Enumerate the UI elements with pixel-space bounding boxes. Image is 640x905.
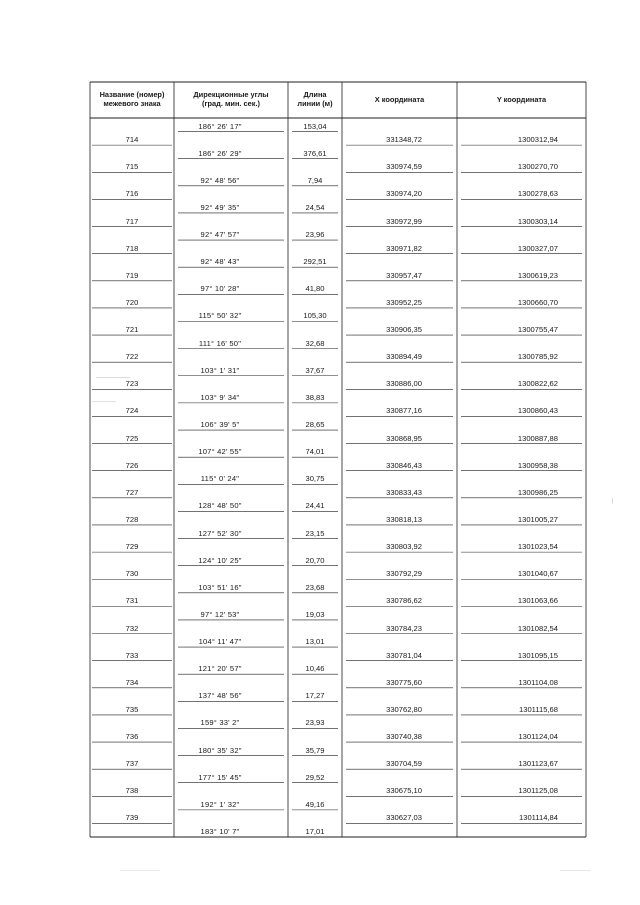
line-length: 29,52: [305, 772, 325, 782]
directional-angle: 186° 26' 17": [198, 121, 242, 131]
line-length: 37,67: [305, 365, 325, 375]
y-coordinate: 1300755,47: [517, 325, 558, 335]
boundary-point-name: 732: [125, 623, 139, 633]
x-coordinate: 330675,10: [386, 786, 422, 796]
line-length: 292,51: [303, 257, 327, 267]
boundary-point-name: 738: [125, 786, 139, 796]
x-coordinate: 330868,95: [386, 433, 422, 443]
x-coordinate: 330846,43: [386, 460, 422, 470]
line-length: 376,61: [303, 148, 327, 158]
boundary-point-name: 730: [125, 569, 139, 579]
x-coordinate: 330627,03: [386, 813, 422, 823]
directional-angle: 177° 15' 45": [198, 772, 242, 782]
x-coordinate: 330957,47: [386, 270, 422, 280]
x-coordinate: 330833,43: [386, 487, 422, 497]
y-coordinate: 1300785,92: [517, 352, 558, 362]
header-x-coordinate: X координата: [374, 94, 425, 104]
line-length: 19,03: [305, 609, 325, 619]
x-coordinate: 330775,60: [386, 677, 422, 687]
line-length: 17,27: [305, 691, 325, 701]
directional-angle: 92° 48' 56": [200, 175, 240, 185]
directional-angle: 97° 12' 53": [200, 609, 240, 619]
line-length: 105,30: [303, 311, 327, 321]
x-coordinate: 330784,23: [386, 623, 422, 633]
x-coordinate: 330972,99: [386, 216, 422, 226]
directional-angle: 103° 51' 16": [198, 582, 242, 592]
boundary-point-name: 728: [125, 514, 139, 524]
directional-angle: 186° 26' 29": [198, 148, 242, 158]
y-coordinate: 1300986,25: [517, 487, 558, 497]
boundary-point-name: 735: [125, 704, 139, 714]
scan-speck: [612, 498, 613, 504]
x-coordinate: 330974,59: [386, 162, 422, 172]
line-length: 23,68: [305, 582, 325, 592]
y-coordinate: 1301082,54: [517, 623, 558, 633]
x-coordinate: 331348,72: [386, 135, 422, 145]
header-directional-angles: Дирекционные углы (град. мин. сек.): [193, 90, 269, 108]
x-coordinate: 330803,92: [386, 542, 422, 552]
directional-angle: 97° 10' 28": [200, 284, 240, 294]
boundary-point-name: 717: [125, 216, 139, 226]
header-y-coordinate: Y координата: [496, 94, 547, 104]
directional-angle: 107° 42' 55": [198, 447, 242, 457]
boundary-point-name: 736: [125, 732, 139, 742]
boundary-point-name: 718: [125, 243, 139, 253]
line-length: 30,75: [305, 474, 325, 484]
boundary-point-name: 714: [125, 135, 139, 145]
boundary-point-name: 721: [125, 325, 139, 335]
x-coordinate: 330704,59: [386, 759, 422, 769]
y-coordinate: 1301005,27: [517, 514, 558, 524]
directional-angle: 124° 10' 25": [198, 555, 242, 565]
boundary-point-name: 724: [125, 406, 139, 416]
y-coordinate: 1301104,08: [518, 677, 558, 687]
x-coordinate: 330877,16: [386, 406, 422, 416]
x-coordinate: 330894,49: [386, 352, 422, 362]
directional-angle: 128° 48' 50": [198, 501, 242, 511]
y-coordinate: 1300270,70: [517, 162, 558, 172]
directional-angle: 115° 0' 24": [200, 474, 240, 484]
y-coordinate: 1301125,08: [518, 786, 558, 796]
line-length: 153,04: [303, 121, 327, 131]
boundary-point-name: 719: [125, 270, 139, 280]
x-coordinate: 330952,25: [386, 297, 422, 307]
boundary-point-name: 731: [125, 596, 139, 606]
line-length: 24,54: [305, 202, 325, 212]
scan-speck: [96, 377, 130, 378]
line-length: 24,41: [305, 501, 325, 511]
directional-angle: 192° 1' 32": [200, 799, 240, 809]
y-coordinate: 1301023,54: [517, 542, 558, 552]
line-length: 41,80: [305, 284, 325, 294]
directional-angle: 180° 35' 32": [198, 745, 242, 755]
line-length: 28,65: [305, 420, 325, 430]
x-coordinate: 330792,29: [386, 569, 422, 579]
scan-speck: [560, 870, 590, 871]
y-coordinate: 1301040,67: [517, 569, 558, 579]
line-length: 32,68: [305, 338, 325, 348]
boundary-point-name: 720: [125, 297, 139, 307]
scan-speck: [120, 870, 160, 871]
y-coordinate: 1300887,88: [517, 433, 558, 443]
boundary-point-name: 729: [125, 542, 139, 552]
line-length: 23,15: [305, 528, 325, 538]
x-coordinate: 330818,13: [386, 514, 422, 524]
boundary-point-name: 726: [125, 460, 139, 470]
directional-angle: 92° 47' 57": [200, 230, 240, 240]
line-length: 13,01: [305, 637, 325, 647]
y-coordinate: 1300312,94: [517, 135, 558, 145]
boundary-point-name: 739: [125, 813, 139, 823]
line-length: 17,01: [305, 827, 325, 836]
y-coordinate: 1300958,38: [517, 460, 558, 470]
scan-speck: [92, 401, 116, 402]
line-length: 23,93: [305, 718, 325, 728]
x-coordinate: 330971,82: [386, 243, 422, 253]
header-point-name: Название (номер) межевого знака: [99, 90, 165, 108]
y-coordinate: 1300822,62: [517, 379, 558, 389]
directional-angle: 137° 48' 56": [198, 691, 242, 701]
directional-angle: 103° 1' 31": [200, 365, 240, 375]
directional-angle: 183° 10' 7": [200, 827, 240, 836]
line-length: 49,16: [305, 799, 325, 809]
y-coordinate: 1301124,04: [518, 732, 558, 742]
y-coordinate: 1300860,43: [517, 406, 558, 416]
boundary-point-name: 715: [125, 162, 139, 172]
coordinates-table: [90, 82, 586, 837]
directional-angle: 103° 9' 34": [200, 392, 240, 402]
directional-angle: 115° 50' 32": [198, 311, 242, 321]
directional-angle: 106° 39' 5": [200, 420, 240, 430]
y-coordinate: 1300619,23: [517, 270, 558, 280]
y-coordinate: 1300278,63: [517, 189, 558, 199]
line-length: 23,96: [305, 230, 325, 240]
x-coordinate: 330886,00: [386, 379, 422, 389]
directional-angle: 92° 49' 35": [200, 202, 240, 212]
y-coordinate: 1301095,15: [517, 650, 558, 660]
y-coordinate: 1301063,66: [517, 596, 558, 606]
boundary-point-name: 723: [125, 379, 139, 389]
directional-angle: 159° 33' 2": [200, 718, 240, 728]
boundary-point-name: 727: [125, 487, 139, 497]
x-coordinate: 330786,62: [386, 596, 422, 606]
directional-angle: 111° 16' 50": [198, 338, 242, 348]
line-length: 20,70: [305, 555, 325, 565]
y-coordinate: 1301114,84: [519, 813, 558, 823]
boundary-point-name: 722: [125, 352, 139, 362]
x-coordinate: 330762,80: [386, 704, 422, 714]
y-coordinate: 1300327,07: [517, 243, 558, 253]
y-coordinate: 1301115,68: [519, 704, 558, 714]
x-coordinate: 330740,38: [386, 732, 422, 742]
line-length: 74,01: [305, 447, 325, 457]
y-coordinate: 1300660,70: [517, 297, 558, 307]
header-line-length: Длина линии (м): [297, 90, 333, 108]
x-coordinate: 330906,35: [386, 325, 422, 335]
boundary-point-name: 733: [125, 650, 139, 660]
y-coordinate: 1300303,14: [517, 216, 558, 226]
directional-angle: 104° 11' 47": [198, 637, 242, 647]
x-coordinate: 330781,04: [386, 650, 422, 660]
y-coordinate: 1301123,67: [518, 759, 558, 769]
line-length: 38,83: [305, 392, 325, 402]
boundary-point-name: 737: [125, 759, 139, 769]
directional-angle: 127° 52' 30": [198, 528, 242, 538]
directional-angle: 92° 48' 43": [200, 257, 240, 267]
line-length: 7,94: [307, 175, 323, 185]
line-length: 10,46: [305, 664, 325, 674]
line-length: 35,79: [305, 745, 325, 755]
boundary-point-name: 725: [125, 433, 139, 443]
x-coordinate: 330974,20: [386, 189, 422, 199]
boundary-point-name: 716: [125, 189, 139, 199]
directional-angle: 121° 20' 57": [198, 664, 242, 674]
boundary-point-name: 734: [125, 677, 139, 687]
